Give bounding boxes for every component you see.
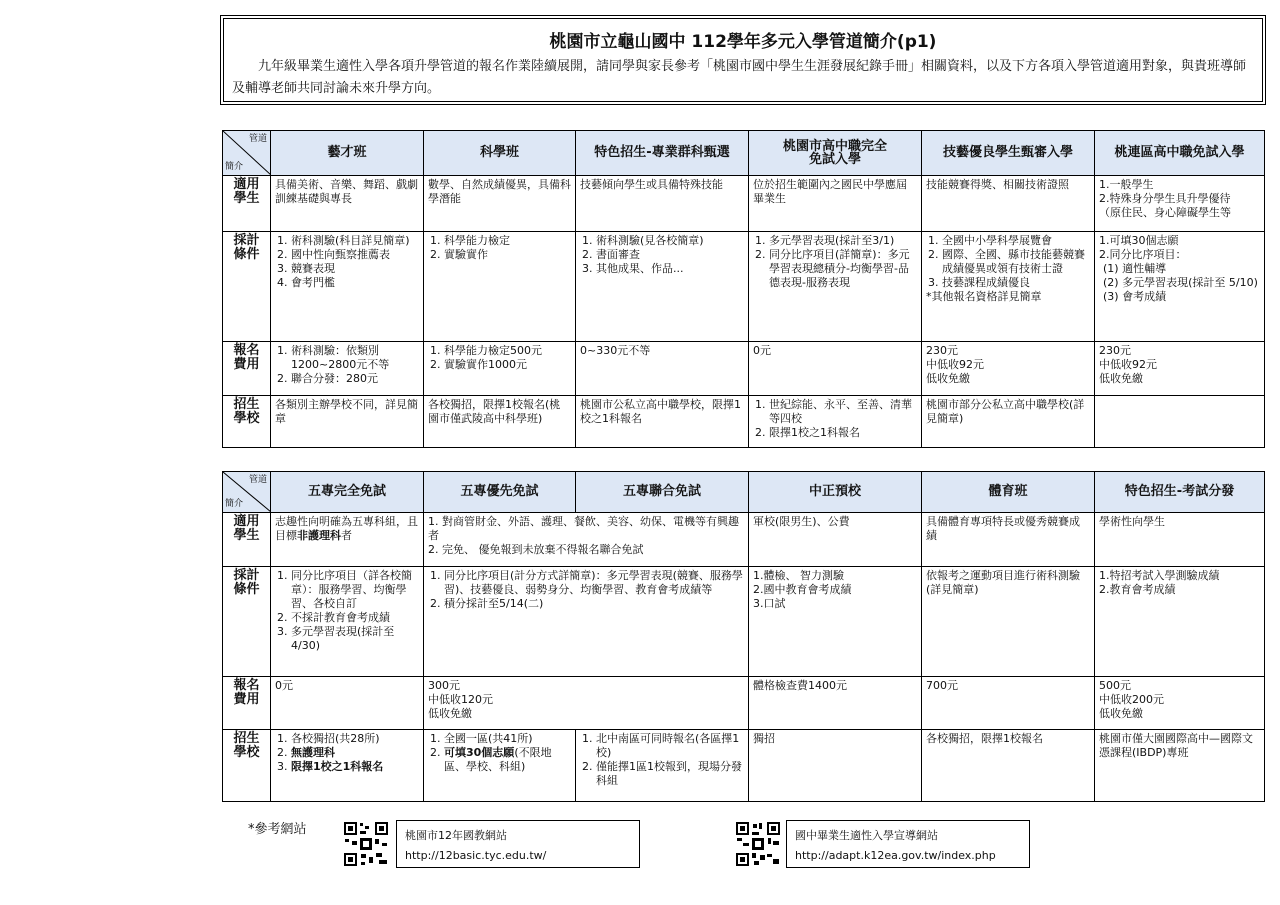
list-item: 2. 書面審查 (596, 248, 744, 262)
list-item: 1. 科學能力檢定 (444, 234, 571, 248)
rowhead-schools-label: 招生學校 (233, 731, 260, 760)
cell-t1-fee-1 (271, 342, 424, 396)
cell-t2-schools-6: 桃園市僅大園國際高中—國際文憑課程(IBDP)專班 (1095, 730, 1265, 802)
cell-t2-fee-4: 體格檢查費1400元 (749, 677, 922, 730)
link-box-12basic[interactable] (396, 820, 640, 868)
site-name: 桃園市12年國教網站 (405, 829, 507, 842)
cell-t1-schools-3: 桃園市公私立高中職學校，限擇1校之1科報名 (576, 396, 749, 448)
cell-t1-criteria-3 (576, 232, 749, 342)
list-item: 2. 國中性向甄察推薦表 (291, 248, 419, 262)
header-5yr-joint-exempt: 五專聯合免試 (576, 472, 749, 513)
rowhead-applicable (223, 513, 271, 567)
cell-t1-fee-6 (1095, 342, 1265, 396)
list-item: 2. 國際、全國、縣市技能藝競賽成績優異或領有技術士證 (942, 248, 1090, 276)
cell-t1-applicable-1: 具備美術、音樂、舞蹈、戲劇訓練基礎與專長 (271, 176, 424, 232)
list-item: 1. 科學能力檢定500元 (444, 344, 571, 358)
list-item: 2.國中教育會考成績 (753, 583, 852, 596)
list-item: 1. 多元學習表現(採計至3/1) (769, 234, 917, 248)
cell-t1-schools-2: 各校獨招，限擇1校報名(桃園市僅武陵高中科學班) (424, 396, 576, 448)
list-item: 3. 競賽表現 (291, 262, 419, 276)
cell-t1-applicable-4: 位於招生範圍內之國民中學應屆畢業生 (749, 176, 922, 232)
list-item: 3.口試 (753, 597, 786, 610)
list-item: 1. 全國中小學科學展覽會 (942, 234, 1090, 248)
cell-t1-applicable-2: 數學、自然成績優異，具備科學潛能 (424, 176, 576, 232)
rowhead-fee-label: 報名費用 (233, 343, 260, 372)
cell-t2-schools-4: 獨招 (749, 730, 922, 802)
header-chung-cheng-prep: 中正預校 (749, 472, 922, 513)
list-item: 2. 不採計教育會考成績 (291, 611, 419, 625)
rowhead-fee (223, 342, 271, 396)
header-5yr-priority-exempt: 五專優先免試 (424, 472, 576, 513)
cell-t1-applicable-6 (1095, 176, 1265, 232)
cell-t1-fee-3: 0~330元不等 (576, 342, 749, 396)
list-item: 中低收92元 (1099, 358, 1157, 371)
cell-t2-schools-1 (271, 730, 424, 802)
list-item: 1. 各校獨招(共28所) (291, 732, 419, 746)
list-item: 1. 全國一區(共41所) (444, 732, 571, 746)
cell-t2-applicable-4: 軍校(限男生)、公費 (749, 513, 922, 567)
thirty-choices-emphasis: 可填30個志願 (444, 746, 515, 759)
applicable-text-end: 者 (341, 529, 352, 542)
list-item: 500元 (1099, 679, 1131, 692)
list-item: 2. 同分比序項目(詳簡章)：多元學習表現總積分-均衡學習-品德表現-服務表現 (769, 248, 917, 290)
rowhead-criteria (223, 567, 271, 677)
list-item: 1.體檢、 智力測驗 (753, 569, 844, 582)
site-url-link[interactable]: http://12basic.tyc.edu.tw/ (405, 849, 547, 862)
corner-cell (223, 472, 271, 513)
list-item: 1.一般學生 (1099, 178, 1154, 191)
list-item (291, 760, 419, 774)
rowhead-applicable-label: 適用學生 (233, 177, 260, 206)
list-item: 1.可填30個志願 (1099, 234, 1179, 247)
criteria-note: *其他報名資格詳見簡章 (926, 290, 1042, 303)
list-item (444, 746, 571, 774)
list-item: 2. 實驗實作 (444, 248, 571, 262)
no-nursing-emphasis: 無護理科 (291, 746, 335, 759)
cell-t2-fee-6 (1095, 677, 1265, 730)
cell-t1-criteria-1 (271, 232, 424, 342)
cell-t2-schools-2 (424, 730, 576, 802)
admission-table-1 (222, 130, 1265, 448)
qr-code-icon (343, 821, 389, 867)
list-item: 2.特殊身分學生具升學優待 (1099, 192, 1231, 205)
list-item: 1. 術科測驗：依類別1200~2800元不等 (291, 344, 419, 372)
cell-t2-criteria-1 (271, 567, 424, 677)
cell-t2-fee-5: 700元 (922, 677, 1095, 730)
list-item: 2.同分比序項目： (1099, 248, 1187, 261)
page-title: 桃園市立龜山國中 112學年多元入學管道簡介(p1) (549, 32, 937, 52)
header-taoyuan-full-exempt (749, 131, 922, 176)
cell-t1-schools-6 (1095, 396, 1265, 448)
corner-top-label: 管道 (248, 475, 267, 485)
list-item: （原住民、身心障礙學生等 (1099, 206, 1231, 219)
list-item: 230元 (1099, 344, 1131, 357)
list-item: 3. 技藝課程成績優良 (942, 276, 1090, 290)
list-item: 1. 對商管財金、外語、護理、餐飲、美容、幼保、電機等有興趣者 (428, 515, 739, 542)
reference-label: *參考網站 (248, 822, 307, 837)
header-taoyuan-full-exempt-label: 桃園市高中職完全免試入學 (782, 139, 887, 167)
header-5yr-full-exempt: 五專完全免試 (271, 472, 424, 513)
list-item: 中低收92元 (926, 358, 984, 371)
header-taolian-exempt: 桃連區高中職免試入學 (1095, 131, 1265, 176)
header-art-class: 藝才班 (271, 131, 424, 176)
cell-t2-applicable-1 (271, 513, 424, 567)
cell-t2-applicable-2-3 (424, 513, 749, 567)
rowhead-fee-label: 報名費用 (233, 678, 260, 707)
cell-t1-schools-1: 各類別主辦學校不同，詳見簡章 (271, 396, 424, 448)
one-school-emphasis: 限擇1校之1科報名 (291, 760, 384, 773)
choices-note: (不限地區、學校、科組) (444, 746, 552, 773)
cell-t2-schools-5: 各校獨招，限擇1校報名 (922, 730, 1095, 802)
list-item: 3. 多元學習表現(採計至4/30) (291, 625, 419, 653)
list-item: 2. 積分採計至5/14(二) (444, 597, 744, 611)
rowhead-fee (223, 677, 271, 730)
cell-t1-criteria-4 (749, 232, 922, 342)
list-item: (2) 多元學習表現(採計至 5/10) (1103, 276, 1258, 289)
list-item: 低收免繳 (926, 372, 970, 385)
list-item: 1. 術科測驗(見各校簡章) (596, 234, 744, 248)
cell-t1-criteria-6 (1095, 232, 1265, 342)
header-special-vocational: 特色招生-專業群科甄選 (576, 131, 749, 176)
non-nursing-emphasis: 非護理科 (297, 529, 341, 542)
cell-t1-schools-5: 桃園市部分公私立高中職學校(詳見簡章) (922, 396, 1095, 448)
list-item: 低收免繳 (1099, 372, 1143, 385)
page-header (220, 15, 1266, 105)
site-url-link[interactable]: http://adapt.k12ea.gov.tw/index.php (795, 849, 996, 862)
list-item: (3) 會考成績 (1103, 290, 1167, 303)
corner-bottom-label: 簡介 (225, 162, 244, 172)
list-item: 4. 會考門檻 (291, 276, 419, 290)
rowhead-applicable-label: 適用學生 (233, 514, 260, 543)
list-item: 1. 世紀綜能、永平、至善、清華等四校 (769, 398, 917, 426)
cell-t1-criteria-2 (424, 232, 576, 342)
cell-t1-fee-2 (424, 342, 576, 396)
cell-t1-fee-5 (922, 342, 1095, 396)
cell-t2-schools-3 (576, 730, 749, 802)
list-item: 1. 北中南區可同時報名(各區擇1校) (596, 732, 744, 760)
list-item: 1. 同分比序項目（詳各校簡章）：服務學習、均衡學習、各校自訂 (291, 569, 419, 611)
site-name: 國中畢業生適性入學宣導網站 (795, 829, 938, 842)
list-item: 1. 同分比序項目(計分方式詳簡章)：多元學習表現(競賽、服務學習)、技藝優良、弱勢身分、均衡學習、教育會考成績等 (444, 569, 744, 597)
cell-t2-criteria-4 (749, 567, 922, 677)
cell-t2-applicable-6: 學術性向學生 (1095, 513, 1265, 567)
list-item: 2.教育會考成績 (1099, 583, 1176, 596)
list-item: 2. 僅能擇1區1校報到，現場分發科組 (596, 760, 744, 788)
rowhead-schools-label: 招生學校 (233, 397, 260, 426)
header-sports-class: 體育班 (922, 472, 1095, 513)
cell-t1-applicable-3: 技藝傾向學生或具備特殊技能 (576, 176, 749, 232)
cell-t2-criteria-6 (1095, 567, 1265, 677)
list-item: 300元 (428, 679, 460, 692)
list-item: 1.特招考試入學測驗成績 (1099, 569, 1220, 582)
rowhead-applicable (223, 176, 271, 232)
header-special-exam: 特色招生-考試分發 (1095, 472, 1265, 513)
cell-t2-applicable-5: 具備體育專項特長或優秀競賽成績 (922, 513, 1095, 567)
cell-t2-criteria-2-3 (424, 567, 749, 677)
rowhead-criteria (223, 232, 271, 342)
cell-t1-schools-4 (749, 396, 922, 448)
cell-t2-criteria-5: 依報考之運動項目進行術科測驗(詳見簡章) (922, 567, 1095, 677)
corner-top-label: 管道 (248, 134, 267, 144)
rowhead-schools (223, 396, 271, 448)
list-item (291, 746, 419, 760)
qr-code-icon (735, 821, 781, 867)
corner-bottom-label: 簡介 (225, 499, 244, 509)
rowhead-criteria-label: 採計條件 (233, 568, 260, 597)
link-box-adapt[interactable] (786, 820, 1030, 868)
list-item: 2. 完免、 優免報到未放棄不得報名聯合免試 (428, 543, 644, 556)
rowhead-schools (223, 730, 271, 802)
cell-t1-criteria-5 (922, 232, 1095, 342)
list-item: 低收免繳 (428, 707, 472, 720)
cell-t1-fee-4: 0元 (749, 342, 922, 396)
list-item: 2. 聯合分發：280元 (291, 372, 419, 386)
applicable-text: 志趣性向明確為五專科組，且目標 (275, 515, 418, 542)
list-item: 230元 (926, 344, 958, 357)
rowhead-criteria-label: 採計條件 (233, 233, 260, 262)
cell-t2-fee-1: 0元 (271, 677, 424, 730)
list-item: 3. 其他成果、作品... (596, 262, 744, 276)
intro-text: 九年級畢業生適性入學各項升學管道的報名作業陸續展開，請同學與家長參考「桃園市國中學生生涯發展紀錄手冊」相關資料，以及下方各項入學管道適用對象，與貴班導師及輔導老師共同討論未來升學方向。 (232, 59, 1247, 96)
cell-t1-applicable-5: 技能競賽得獎、相關技術證照 (922, 176, 1095, 232)
list-item: 1. 術科測驗(科目詳見簡章) (291, 234, 419, 248)
list-item: 2. 限擇1校之1科報名 (769, 426, 917, 440)
list-item: 2. 實驗實作1000元 (444, 358, 571, 372)
corner-cell (223, 131, 271, 176)
list-item: 中低收200元 (1099, 693, 1164, 706)
cell-t2-fee-2-3 (424, 677, 749, 730)
header-science-class: 科學班 (424, 131, 576, 176)
header-skill-excellence: 技藝優良學生甄審入學 (922, 131, 1095, 176)
list-item: (1) 適性輔導 (1103, 262, 1167, 275)
list-item: 中低收120元 (428, 693, 493, 706)
admission-table-2 (222, 471, 1265, 802)
list-item: 低收免繳 (1099, 707, 1143, 720)
